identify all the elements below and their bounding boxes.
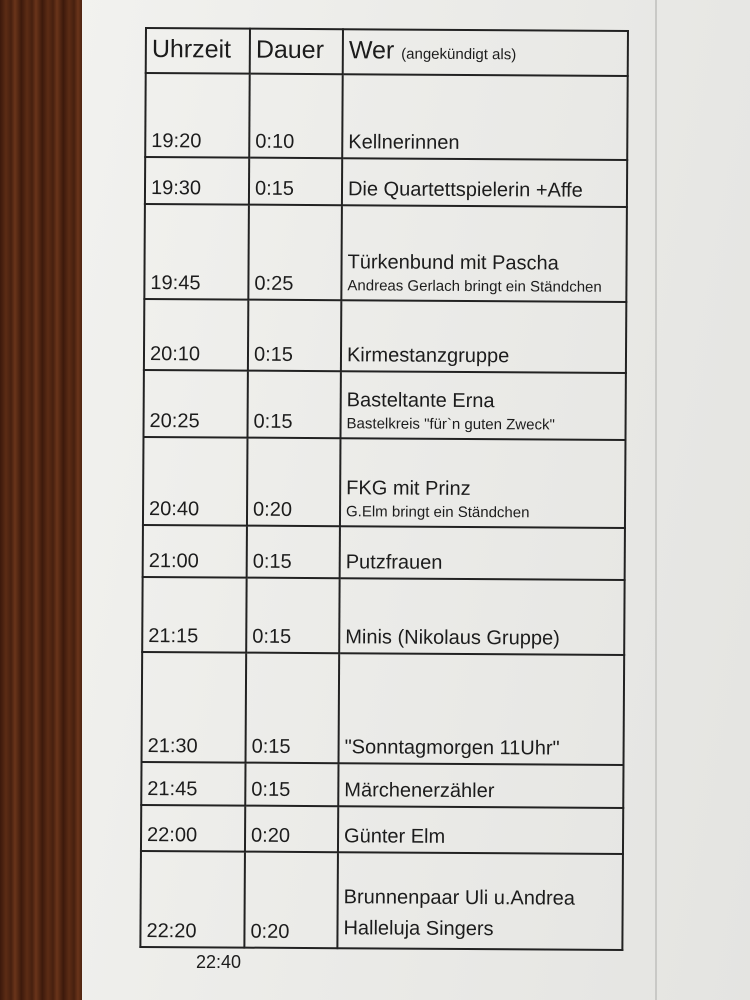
row-who: Die Quartettspielerin +Affe [342, 158, 627, 207]
row-duration: 0:20 [244, 852, 338, 949]
row-who: Günter Elm [338, 806, 623, 854]
row-who-second-line: Halleluja Singers [343, 917, 494, 941]
row-who: Türkenbund mit Pascha [347, 251, 559, 275]
wooden-table-edge [0, 0, 82, 1000]
row-time: 22:00 [141, 805, 245, 852]
table-row [142, 652, 625, 765]
row-time: 21:00 [143, 525, 247, 578]
row-time: 20:40 [143, 437, 248, 526]
table-row [145, 157, 627, 207]
header-row [146, 28, 628, 76]
row-time: 21:15 [142, 577, 246, 653]
header-time: Uhrzeit [146, 28, 250, 74]
row-duration: 0:10 [249, 74, 343, 159]
row-duration: 0:15 [245, 763, 338, 807]
row-time: 21:30 [142, 652, 247, 763]
row-duration: 0:15 [246, 653, 340, 764]
paper-fold-line [655, 0, 657, 1000]
row-time: 19:45 [144, 204, 249, 300]
row-who: Kellnerinnen [342, 74, 628, 160]
row-duration: 0:20 [245, 806, 338, 853]
row-who-cell [340, 371, 625, 440]
row-note: Bastelkreis "für`n guten Zweck" [346, 415, 555, 434]
table-row [144, 204, 627, 302]
row-duration: 0:15 [247, 526, 340, 579]
end-time: 22:40 [196, 952, 242, 972]
row-who: Brunnenpaar Uli u.Andrea [343, 886, 576, 910]
row-duration: 0:15 [246, 578, 339, 654]
row-who: Minis (Nikolaus Gruppe) [339, 578, 624, 655]
row-time: 19:30 [145, 157, 249, 205]
row-note: G.Elm bringt ein Ständchen [345, 503, 530, 522]
row-who-cell [337, 852, 623, 950]
row-who: Basteltante Erna [346, 389, 495, 413]
schedule-table [139, 27, 629, 951]
row-time: 19:20 [145, 73, 250, 158]
row-time: 20:25 [143, 370, 247, 438]
table-row [141, 762, 623, 808]
header-who-note: (angekündigt als) [401, 45, 517, 63]
row-duration: 0:20 [247, 438, 341, 527]
header-duration: Dauer [250, 29, 343, 75]
table-row [144, 299, 626, 373]
header-who [343, 29, 628, 76]
table-row [140, 851, 623, 950]
row-who: "Sonntagmorgen 11Uhr" [339, 653, 625, 765]
table-row [143, 370, 625, 440]
row-time: 20:10 [144, 299, 248, 371]
row-who: FKG mit Prinz [346, 477, 471, 500]
table-row [143, 437, 626, 528]
row-who-cell [341, 205, 627, 302]
row-time: 22:20 [140, 851, 245, 948]
table-row [143, 525, 625, 580]
row-who-cell [340, 438, 626, 528]
table-row [145, 73, 628, 160]
row-duration: 0:15 [248, 300, 341, 372]
schedule-sheet [139, 27, 627, 955]
row-time: 21:45 [141, 762, 245, 806]
row-who: Putzfrauen [340, 526, 625, 580]
row-note: Andreas Gerlach bringt ein Ständchen [347, 277, 602, 296]
row-who: Kirmestanzgruppe [341, 300, 626, 373]
table-row [141, 805, 623, 854]
row-who: Märchenerzähler [338, 763, 623, 808]
table-row [142, 577, 624, 655]
header-who-label: Wer [348, 35, 395, 65]
row-duration: 0:25 [248, 205, 342, 301]
row-duration: 0:15 [247, 371, 340, 439]
row-duration: 0:15 [249, 158, 342, 206]
